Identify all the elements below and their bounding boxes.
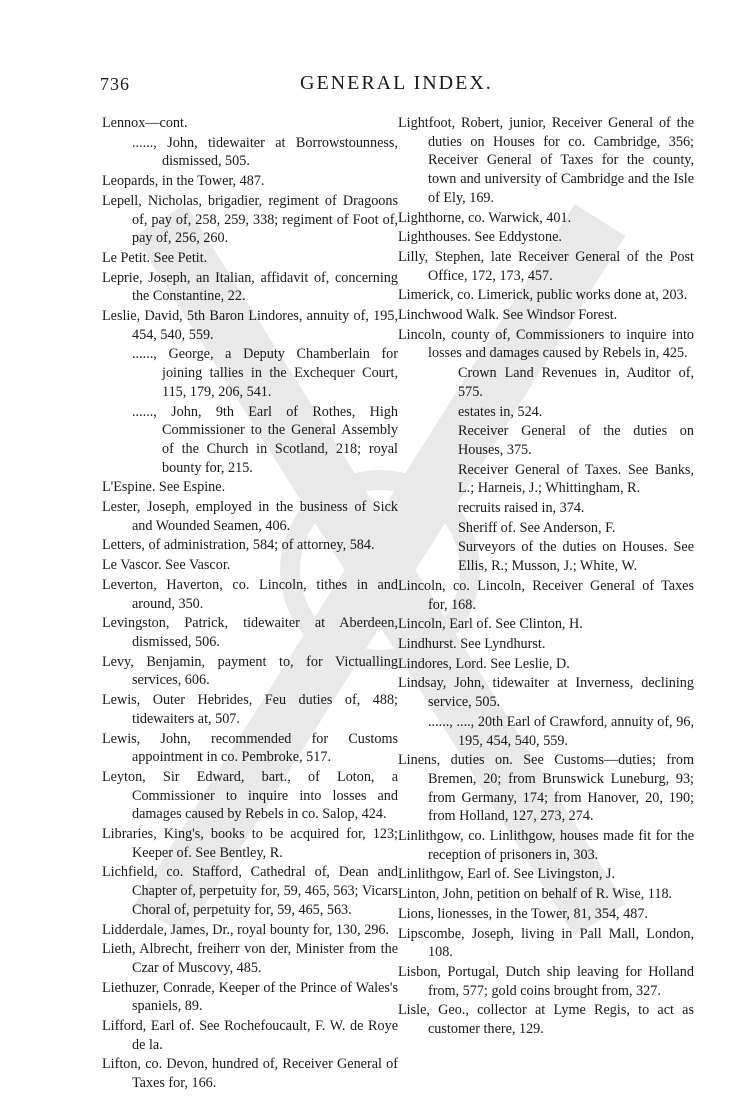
index-entry: Lincoln, co. Lincoln, Receiver General of Taxes for, 168.: [398, 577, 694, 613]
index-entry: Limerick, co. Limerick, public works done at, 203.: [398, 287, 688, 304]
index-entry: Liethuzer, Conrade, Keeper of the Prince of Wales's spaniels, 89.: [102, 979, 398, 1015]
index-subentry: recruits raised in, 374.: [458, 500, 585, 517]
index-entry: Linlithgow, co. Linlithgow, houses made fit for the reception of prisoners in, 303.: [398, 828, 694, 863]
index-entry: Levy, Benjamin, payment to, for Victualling services, 606.: [102, 653, 398, 689]
index-entry: ......, John, tidewaiter at Borrowstounness, dismissed, 505.: [132, 134, 398, 170]
index-entry: Libraries, King's, books to be acquired for, 123; Keeper of. See Bentley, R.: [102, 826, 398, 861]
index-subentry: Receiver General of Taxes. See Banks, L.; Harneis, J.; Whittingham, R.: [458, 461, 694, 497]
left-column: [102, 114, 398, 1094]
index-entry: Le Vascor. See Vascor.: [102, 557, 231, 574]
index-entry: Lighthouses. See Eddystone.: [398, 229, 562, 246]
index-entry: Lewis, John, recommended for Customs appointment in co. Pembroke, 517.: [102, 730, 398, 766]
index-entry: Lifton, co. Devon, hundred of, Receiver General of Taxes for, 166.: [102, 1056, 398, 1092]
index-entry: Leverton, Haverton, co. Lincoln, tithes in and around, 350.: [102, 576, 398, 612]
index-entry: Linchwood Walk. See Windsor Forest.: [398, 307, 618, 324]
index-entry: Leslie, David, 5th Baron Lindores, annuity of, 195, 454, 540, 559.: [102, 308, 398, 343]
index-entry: Lifford, Earl of. See Rochefoucault, F. W. de Roye de la.: [102, 1018, 398, 1053]
index-entry: Lions, lionesses, in the Tower, 81, 354, 487.: [398, 905, 648, 922]
index-entry: Lennox—cont.: [102, 115, 188, 131]
index-subentry: Receiver General of the duties on Houses, 375.: [458, 423, 694, 458]
index-entry: L'Espine. See Espine.: [102, 479, 226, 496]
page-number: 736: [100, 74, 130, 94]
index-entry: Lidderdale, James, Dr., royal bounty for, 130, 296.: [102, 921, 390, 938]
index-entry: ......, George, a Deputy Chamberlain for joining tallies in the Exchequer Court, 115, 179, 206, 541.: [132, 346, 398, 400]
index-entry: Lighthorne, co. Warwick, 401.: [398, 209, 572, 226]
index-entry: ......, John, 9th Earl of Rothes, High Commissioner to the General Assembly of the Church in Scotland, 218; royal bounty for, 215.: [132, 403, 398, 476]
index-entry: Leyton, Sir Edward, bart., of Loton, a Commissioner to inquire into losses and damages caused by Rebels in co. Salop, 424.: [102, 768, 398, 823]
index-entry: Lichfield, co. Stafford, Cathedral of, Dean and Chapter of, perpetuity for, 59, 465, 563; Vicars Choral of, perpetuity for, 59, 465, 563.: [102, 864, 398, 918]
index-subentry: Sheriff of. See Anderson, F.: [458, 519, 616, 536]
running-head: GENERAL INDEX.: [300, 72, 493, 94]
index-entry: Lisbon, Portugal, Dutch ship leaving for Holland from, 577; gold coins brought from, 327.: [398, 963, 694, 999]
right-column: [398, 114, 694, 1040]
index-entry: Leprie, Joseph, an Italian, affidavit of, concerning the Constantine, 22.: [102, 269, 398, 305]
index-entry: Letters, of administration, 584; of attorney, 584.: [102, 537, 375, 554]
index-entry: Lieth, Albrecht, freiherr von der, Minister from the Czar of Muscovy, 485.: [102, 941, 398, 976]
index-entry: Lincoln, Earl of. See Clinton, H.: [398, 616, 583, 633]
index-entry: Lilly, Stephen, late Receiver General of the Post Office, 172, 173, 457.: [398, 248, 694, 284]
index-subentry: Surveyors of the duties on Houses. See Ellis, R.; Musson, J.; White, W.: [458, 539, 694, 575]
index-entry: Linlithgow, Earl of. See Livingston, J.: [398, 866, 615, 883]
index-entry: ......, ...., 20th Earl of Crawford, annuity of, 96, 195, 454, 540, 559.: [428, 713, 694, 749]
index-entry: Le Petit. See Petit.: [102, 249, 208, 266]
index-entry: Lester, Joseph, employed in the business of Sick and Wounded Seamen, 406.: [102, 499, 398, 534]
index-entry: Lisle, Geo., collector at Lyme Regis, to act as customer there, 129.: [398, 1002, 694, 1038]
index-subentry: Crown Land Revenues in, Auditor of, 575.: [458, 365, 694, 400]
index-entry: Levingston, Patrick, tidewaiter at Aberdeen, dismissed, 506.: [102, 615, 398, 650]
index-entry: Lindhurst. See Lyndhurst.: [398, 635, 546, 652]
index-entry: Lightfoot, Robert, junior, Receiver General of the duties on Houses for co. Cambridge, 356; Receiver General of Taxes for the county, town and university of Cambridge and the Isle of Ely, 169.: [398, 115, 694, 206]
index-entry: Lepell, Nicholas, brigadier, regiment of Dragoons of, pay of, 258, 259, 338; regiment of Foot of, pay of, 256, 260.: [102, 192, 398, 247]
index-entry: Lincoln, county of, Commissioners to inquire into losses and damages caused by Rebels in, 425.: [398, 326, 694, 362]
index-entry: Linton, John, petition on behalf of R. Wise, 118.: [398, 886, 673, 903]
index-entry: Linens, duties on. See Customs—duties; from Bremen, 20; from Brunswick Luneburg, 93; from Germany, 174; from Hanover, 20, 190; from Holland, 127, 273, 274.: [398, 752, 694, 825]
index-entry: Leopards, in the Tower, 487.: [102, 173, 265, 190]
index-subentry: estates in, 524.: [458, 403, 543, 420]
index-entry: Lewis, Outer Hebrides, Feu duties of, 488; tidewaiters at, 507.: [102, 692, 398, 727]
index-entry: Lipscombe, Joseph, living in Pall Mall, London, 108.: [398, 925, 694, 961]
index-entry: Lindores, Lord. See Leslie, D.: [398, 655, 570, 672]
index-entry: Lindsay, John, tidewaiter at Inverness, declining service, 505.: [398, 675, 694, 711]
